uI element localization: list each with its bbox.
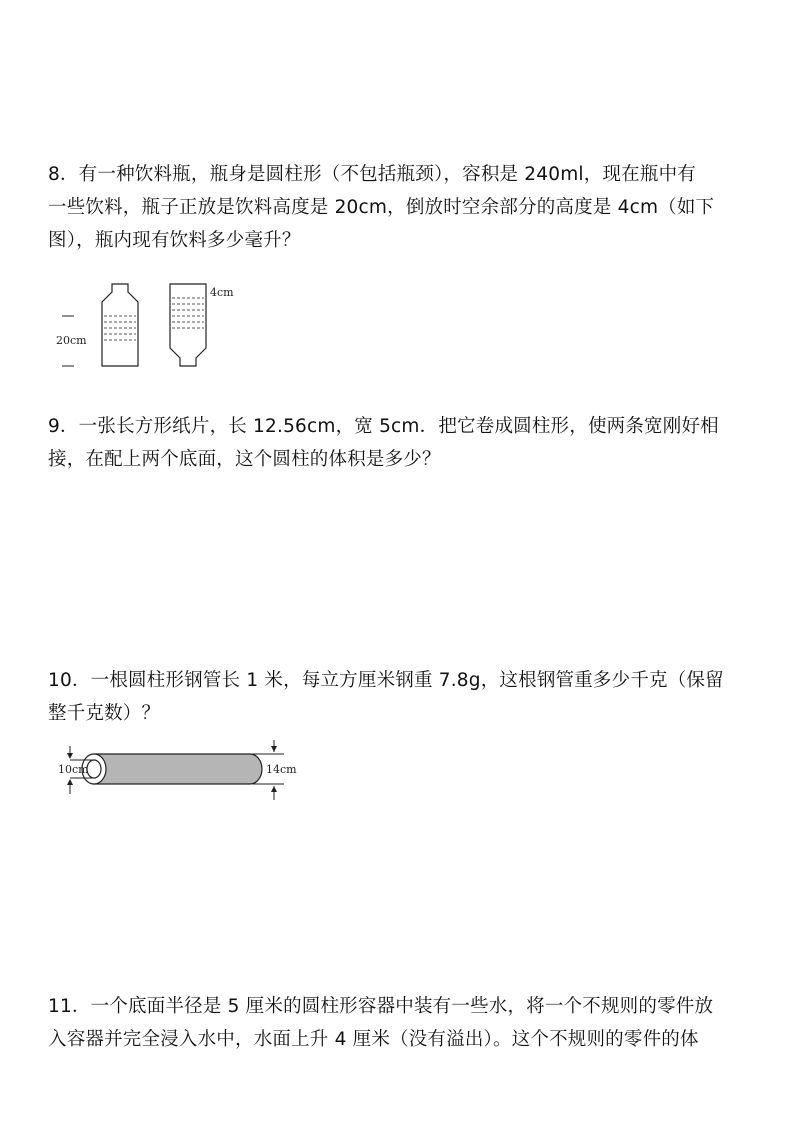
question-8 xyxy=(48,158,760,257)
question-11-line-1: 11．一个底面半径是 5 厘米的圆柱形容器中装有一些水，将一个不规则的零件放 xyxy=(48,996,714,1017)
inverted-bottle xyxy=(170,284,206,366)
pipe-inner-end xyxy=(87,760,101,778)
question-9-line-2: 接，在配上两个底面，这个圆柱的体积是多少？ xyxy=(48,449,441,470)
question-9 xyxy=(48,410,760,476)
arrow-up-icon xyxy=(67,779,73,785)
question-8-line-1: 8．有一种饮料瓶，瓶身是圆柱形（不包括瓶颈），容积是 240ml，现在瓶中有 xyxy=(48,164,696,185)
label-14cm: 14cm xyxy=(266,763,297,776)
bottle-figure xyxy=(50,278,250,373)
arrow-up-icon xyxy=(271,786,277,792)
question-11 xyxy=(48,990,760,1056)
question-10-line-1: 10．一根圆柱形钢管长 1 米，每立方厘米钢重 7.8g，这根钢管重多少千克（保留 xyxy=(48,670,724,691)
arrow-down-icon xyxy=(271,746,277,752)
question-10-line-2: 整千克数）？ xyxy=(48,703,161,724)
arrow-down-icon xyxy=(67,753,73,759)
question-9-line-1: 9．一张长方形纸片，长 12.56cm，宽 5cm．把它卷成圆柱形，使两条宽刚好相 xyxy=(48,416,719,437)
label-4cm: 4cm xyxy=(210,286,234,299)
question-11-line-2: 入容器并完全浸入水中，水面上升 4 厘米（没有溢出）。这个不规则的零件的体 xyxy=(48,1029,699,1050)
question-8-line-2: 一些饮料，瓶子正放是饮料高度是 20cm，倒放时空余部分的高度是 4cm（如下 xyxy=(48,197,715,218)
pipe-figure xyxy=(52,738,312,802)
question-10 xyxy=(48,664,760,730)
upright-bottle xyxy=(102,284,138,366)
label-20cm: 20cm xyxy=(56,334,87,347)
pipe-body xyxy=(94,754,262,784)
question-8-line-3: 图），瓶内现有饮料多少毫升？ xyxy=(48,230,301,251)
label-10cm: 10cm xyxy=(58,763,89,776)
